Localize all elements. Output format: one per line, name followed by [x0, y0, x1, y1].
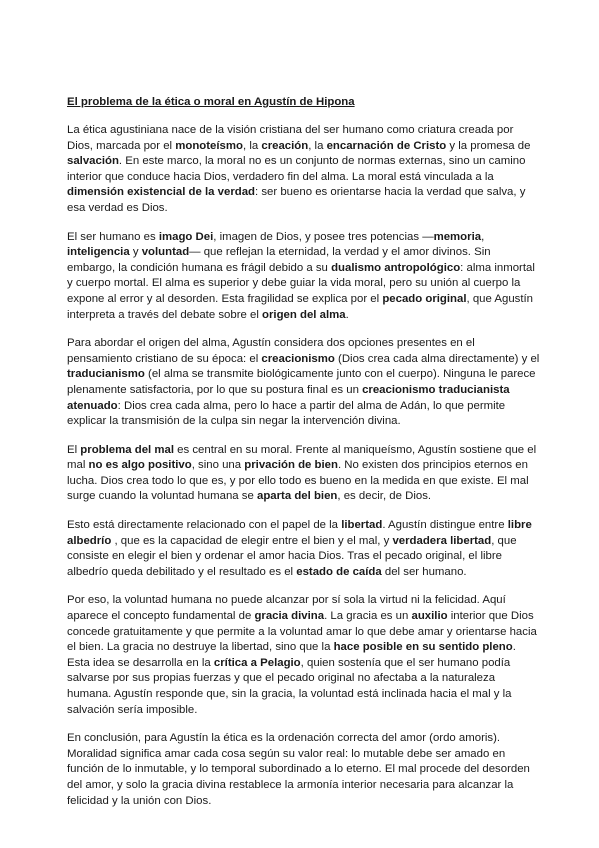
text-run: El ser humano es	[67, 230, 159, 243]
text-run: . No existen dos principios eternos en lucha. Dios crea todo lo que es, y por ello todo es bueno en la medida en que existe. El mal surge cuando la voluntad humana se	[67, 459, 529, 503]
bold-term: privación de bien	[244, 459, 338, 472]
text-run: — que reflejan la eternidad, la verdad y el amor divinos. Sin embargo, la condición humana es frágil debido a su	[67, 246, 491, 274]
document-body	[67, 123, 541, 809]
paragraph	[67, 731, 541, 809]
bold-term: no es algo positivo	[88, 459, 192, 472]
text-run: , quien sostenía que el ser humano podía salvarse por sus propias fuerzas y que el pecado original no afectaba a la naturaleza humana. Agustín responde que, sin la gracia, la voluntad está inclinada hacia el mal y la salvación sería imposible.	[67, 656, 512, 716]
text-run: , imagen de Dios, y posee tres potencias —	[213, 230, 434, 243]
bold-term: creación	[261, 139, 309, 152]
text-run: (el alma se transmite biológicamente junto con el cuerpo). Ninguna le parece plenamente satisfactoria, por lo que su postura final es un	[67, 368, 536, 396]
bold-term: dualismo antropológico	[331, 261, 461, 274]
text-run: , es decir, de Dios.	[337, 490, 432, 503]
paragraph	[67, 443, 541, 505]
text-run: .	[345, 308, 349, 321]
paragraph	[67, 336, 541, 430]
paragraph	[67, 593, 541, 718]
bold-term: pecado original	[382, 292, 467, 305]
bold-term: voluntad	[141, 246, 190, 259]
bold-term: imago Dei	[158, 230, 214, 243]
paragraph	[67, 123, 541, 217]
page-title: El problema de la ética o moral en Agustín de Hipona	[67, 96, 355, 108]
text-run: interior que Dios concede gratuitamente y que permite a la voluntad amar lo que debe amar y orientarse hacia el bien. La gracia no destruye la libertad, sino que la	[67, 610, 537, 654]
bold-term: traducianismo	[67, 368, 145, 381]
text-run: La ética agustiniana nace de la visión cristiana del ser humano como criatura creada por Dios, marcada por el	[67, 124, 514, 152]
text-run: Por eso, la voluntad humana no puede alcanzar por sí sola la virtud ni la felicidad. Aquí aparece el concepto fundamental de	[67, 594, 506, 623]
text-run: . Agustín distingue entre	[382, 519, 508, 532]
bold-term: creacionismo traducianista atenuado	[67, 383, 510, 412]
text-run: El	[67, 443, 81, 456]
text-run: (Dios crea cada alma directamente) y el	[334, 352, 540, 365]
text-run: ,	[481, 230, 485, 243]
bold-term: estado de caída	[296, 565, 382, 578]
text-run: , que consiste en elegir el bien y ordenar el amor hacia Dios. Tras el pecado original, el libre albedrío queda debilitado y el resultado es el	[67, 534, 517, 578]
text-run: : ser bueno es orientarse hacia la verdad que salva, y esa verdad es Dios.	[67, 186, 526, 214]
bold-term: inteligencia	[67, 246, 130, 259]
bold-term: auxilio	[411, 610, 448, 623]
paragraph	[67, 230, 541, 324]
bold-term: dimensión existencial de la verdad	[67, 186, 256, 199]
bold-term: hace posible en su sentido pleno	[333, 641, 513, 654]
text-run: es central en su moral. Frente al maniqueísmo, Agustín sostiene que el mal	[67, 443, 537, 472]
bold-term: gracia divina	[254, 610, 325, 623]
text-run: , sino una	[191, 459, 245, 472]
bold-term: encarnación de Cristo	[326, 139, 447, 152]
paragraph	[67, 518, 541, 580]
bold-term: libre albedrío	[67, 519, 532, 547]
bold-term: creacionismo	[261, 352, 335, 365]
text-run: . Esta idea se desarrolla en la	[67, 641, 516, 669]
text-run: . En este marco, la moral no es un conjunto de normas externas, sino un camino interior que conduce hacia Dios, verdadero fin del alma. La moral está vinculada a la	[67, 155, 526, 183]
text-run: : alma inmortal y cuerpo mortal. El alma es superior y debe guiar la vida moral, pero su unión al cuerpo la expone al error y al desorden. Esta fragilidad se explica por el	[67, 261, 535, 305]
bold-term: aparta del bien	[256, 490, 338, 503]
bold-term: origen del alma	[262, 308, 346, 321]
text-run: Esto está directamente relacionado con el papel de la	[67, 519, 342, 532]
bold-term: libertad	[341, 519, 383, 532]
text-run: , que es la capacidad de elegir entre el bien y el mal, y	[111, 534, 393, 547]
bold-term: verdadera libertad	[392, 534, 492, 547]
bold-term: monoteísmo	[175, 139, 243, 152]
bold-term: crítica a Pelagio	[213, 656, 301, 669]
text-run: del ser humano.	[381, 565, 467, 578]
bold-term: memoria	[433, 230, 482, 243]
text-run: y la promesa de	[446, 139, 531, 152]
bold-term: problema del mal	[80, 443, 174, 456]
text-run: : Dios crea cada alma, pero lo hace a partir del alma de Adán, lo que permite explicar la transmisión de la culpa sin negar la intervención divina.	[67, 399, 506, 428]
text-run: En conclusión, para Agustín la ética es la ordenación correcta del amor (ordo amoris). Moralidad significa amar cada cosa según su valor real: lo mutable debe ser amado en función de lo inmutable, y lo temporal subordinado a lo eterno. El mal procede del desorden del amor, y solo la gracia divina restablece la armonía interior necesaria para alcanzar la felicidad y la unión con Dios.	[67, 732, 530, 807]
text-run: y	[129, 246, 142, 259]
text-run: Para abordar el origen del alma, Agustín considera dos opciones presentes en el pensamiento cristiano de su época: el	[67, 337, 475, 365]
text-run: . La gracia es un	[324, 610, 412, 623]
bold-term: salvación	[67, 155, 119, 168]
text-run: , la	[242, 139, 262, 152]
text-run: , la	[308, 139, 327, 152]
text-run: , que Agustín interpreta a través del debate sobre el	[67, 292, 534, 321]
